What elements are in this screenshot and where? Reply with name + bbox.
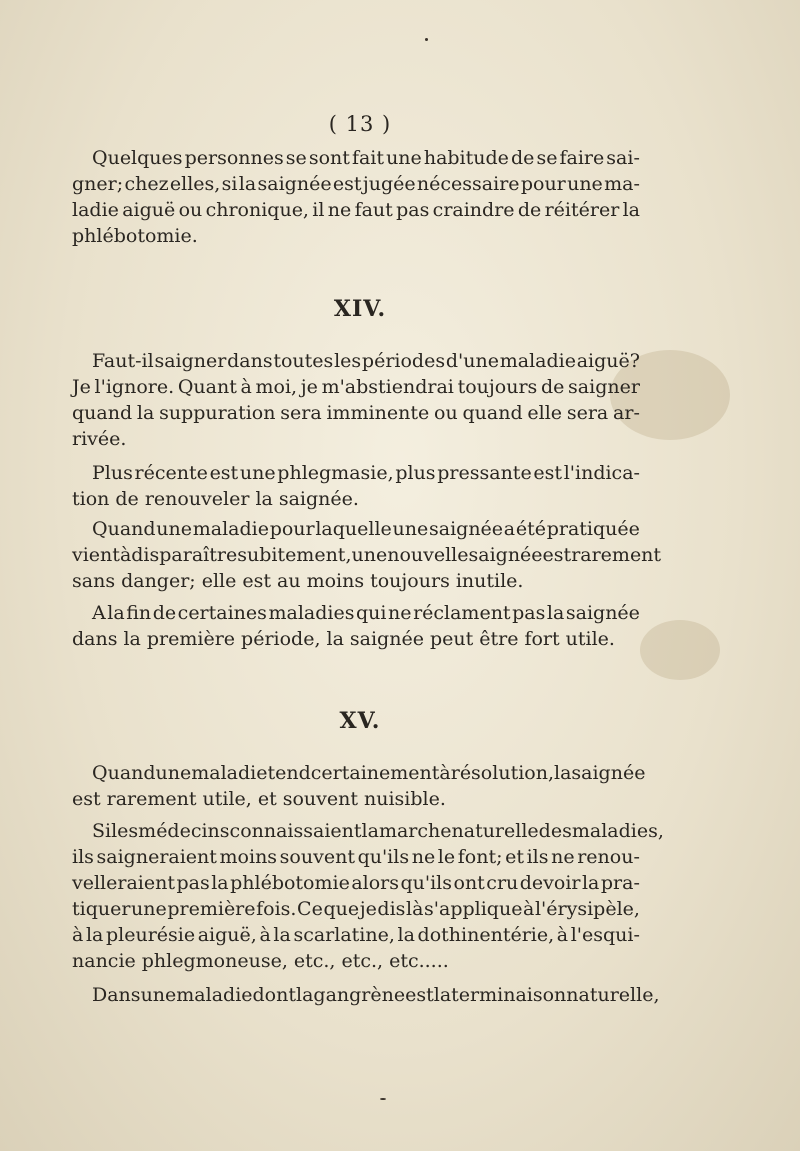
paragraph-6 — [72, 760, 646, 812]
text-line: à la pleurésie aiguë, à la scarlatine, la dothinentérie, à l'esqui- — [72, 924, 640, 946]
text-line: phlébotomie. — [72, 225, 198, 247]
text-line: quand la suppuration sera imminente ou quand elle sera ar- — [72, 402, 640, 424]
section-heading-xv: XV. — [339, 708, 381, 734]
text-line: Je l'ignore. Quant à moi, je m'abstiendrai toujours de saigner — [72, 376, 640, 398]
ink-speck — [380, 1098, 386, 1100]
paragraph-1 — [72, 145, 640, 249]
ink-speck — [425, 38, 428, 41]
paragraph-8 — [72, 982, 660, 1008]
text-line: A la fin de certaines maladies qui ne réclament pas la saignée — [92, 602, 640, 624]
section-heading-xiv: XIV. — [333, 296, 387, 322]
text-line: Quand une maladie tend certainement à résolution, la saignée — [92, 762, 646, 784]
text-line: tiquer une première fois. Ce que je dis là s'applique à l'érysipèle, — [72, 898, 640, 920]
text-line: sans danger; elle est au moins toujours inutile. — [72, 570, 524, 592]
paragraph-7 — [72, 818, 664, 974]
text-line: vient à disparaître subitement, une nouvelle saignée est rarement — [72, 544, 662, 566]
text-line: Quand une maladie pour laquelle une saignée a été pratiquée — [92, 518, 640, 540]
paragraph-5 — [72, 600, 640, 652]
paper-stain — [640, 620, 720, 680]
text-line: ladie aiguë ou chronique, il ne faut pas craindre de réitérer la — [72, 199, 640, 221]
text-line: ils saigneraient moins souvent qu'ils ne le font; et ils ne renou- — [72, 846, 640, 868]
text-line: velleraient pas la phlébotomie alors qu'ils ont cru devoir la pra- — [72, 872, 640, 894]
paragraph-3 — [72, 460, 640, 512]
page-number: ( 13 ) — [328, 112, 392, 136]
text-line: Plus récente est une phlegmasie, plus pressante est l'indica- — [92, 462, 640, 484]
text-line: Faut-il saigner dans toutes les périodes d'une maladie aiguë? — [92, 350, 640, 372]
paragraph-4 — [72, 516, 662, 594]
text-line: Quelques personnes se sont fait une habitude de se faire sai- — [92, 147, 640, 169]
text-line: tion de renouveler la saignée. — [72, 488, 359, 510]
text-line: Dans une maladie dont la gangrène est la terminaison naturelle, — [92, 984, 660, 1006]
text-line: rivée. — [72, 428, 127, 450]
text-line: est rarement utile, et souvent nuisible. — [72, 788, 446, 810]
text-line: Si les médecins connaissaient la marche naturelle des maladies, — [92, 820, 664, 842]
text-line: gner; chez elles, si la saignée est jugée nécessaire pour une ma- — [72, 173, 640, 195]
text-line: dans la première période, la saignée peut être fort utile. — [72, 628, 615, 650]
text-line: nancie phlegmoneuse, etc., etc., etc..... — [72, 950, 449, 972]
paragraph-2 — [72, 348, 640, 452]
